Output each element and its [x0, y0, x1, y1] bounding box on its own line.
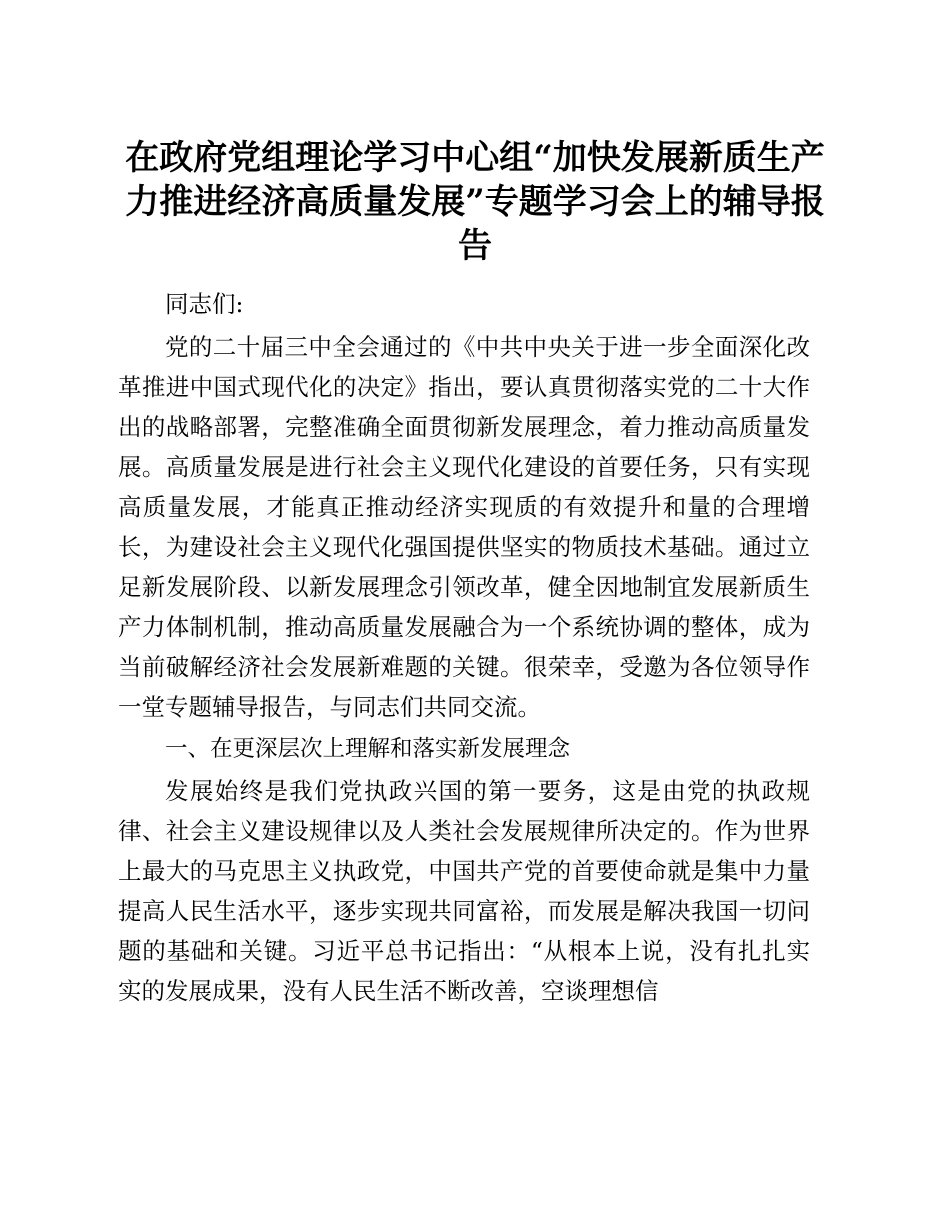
- section-paragraph: 发展始终是我们党执政兴国的第一要务，这是由党的执政规律、社会主义建设规律以及人类社会发展规律所决定的。作为世界上最大的马克思主义执政党，中国共产党的首要使命就是集中力量提高人民生活水平，逐步实现共同富裕，而发展是解决我国一切问题的基础和关键。习近平总书记指出：“从根本上说，没有扎扎实实的发展成果，没有人民生活不断改善，空谈理想信: [118, 777, 810, 1005]
- salutation: 同志们:: [165, 290, 244, 318]
- intro-paragraph: 党的二十届三中全会通过的《中共中央关于进一步全面深化改革推进中国式现代化的决定》指出，要认真贯彻落实党的二十大作出的战略部署，完整准确全面贯彻新发展理念，着力推动高质量发展。高质量发展是进行社会主义现代化建设的首要任务，只有实现高质量发展，才能真正推动经济实现质的有效提升和量的合理增长，为建设社会主义现代化强国提供坚实的物质技术基础。通过立足新发展阶段、以新发展理念引领改革，健全因地制宜发展新质生产力体制机制，推动高质量发展融合为一个系统协调的整体，成为当前破解经济社会发展新难题的关键。很荣幸，受邀为各位领导作一堂专题辅导报告，与同志们共同交流。: [118, 333, 810, 721]
- document-title: 在政府党组理论学习中心组“加快发展新质生产力推进经济高质量发展”专题学习会上的辅导报告: [125, 138, 825, 266]
- document-body: [118, 284, 810, 1011]
- section-heading: 一、在更深层次上理解和落实新发展理念: [165, 736, 571, 762]
